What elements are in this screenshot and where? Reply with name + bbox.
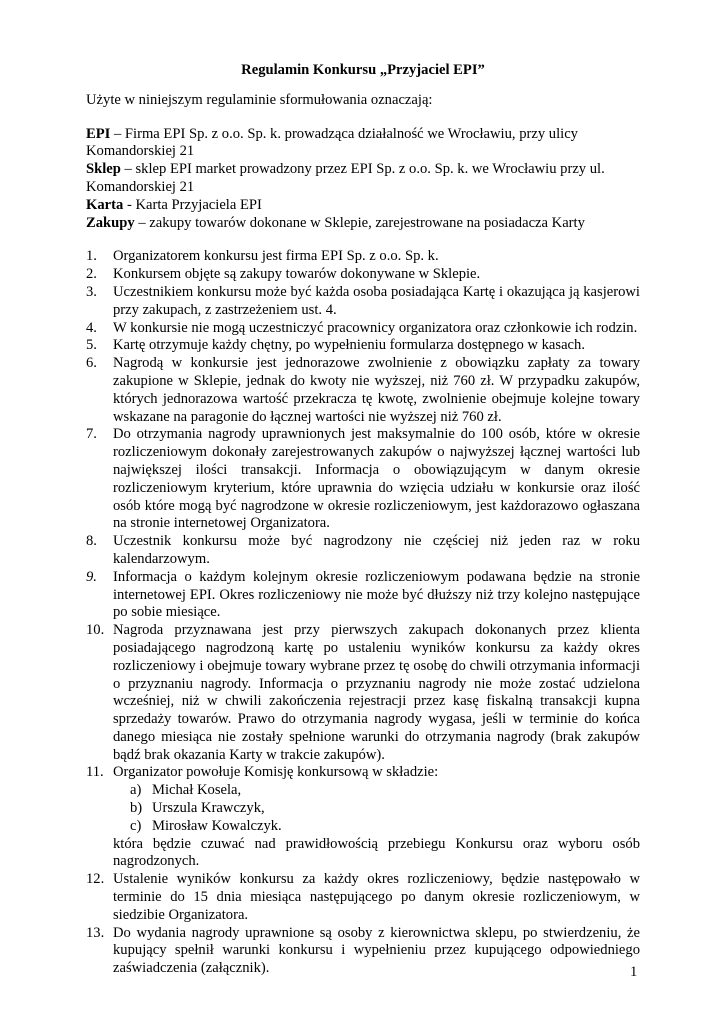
sub-label: a) bbox=[130, 782, 142, 799]
definition-epi bbox=[86, 126, 640, 162]
rules-list bbox=[86, 248, 640, 978]
rule-item-5 bbox=[86, 337, 640, 355]
rule-text: Kartę otrzymuje każdy chętny, po wypełnieniu formularza dostępnego w kasach. bbox=[113, 337, 585, 354]
committee-list bbox=[113, 782, 640, 835]
rule-item-1 bbox=[86, 248, 640, 266]
rule-text: Uczestnikiem konkursu może być każda osoba posiadająca Kartę i okazująca ją kasjerowi przy zakupach, z zastrzeżeniem ust. 4. bbox=[113, 283, 640, 318]
rule-text: Nagrodą w konkursie jest jednorazowe zwolnienie z obowiązku zapłaty za towary zakupione w Sklepie, jednak do kwoty nie wyższej, niż 760 zł. W przypadku zakupów, których jednorazowa wartość przekracza tę kwotę, zwolnienie obejmuje kolejne towary wskazane na paragonie do łącznej wartości nie wyższej niż 760 zł. bbox=[113, 355, 640, 425]
rule-number: 11. bbox=[86, 764, 104, 781]
rule-item-11 bbox=[86, 764, 640, 871]
definition-term: Zakupy bbox=[86, 214, 135, 231]
rule-item-13 bbox=[86, 925, 640, 978]
rule-item-7 bbox=[86, 426, 640, 533]
rule-number: 1. bbox=[86, 248, 97, 265]
committee-member bbox=[113, 782, 640, 800]
definition-sklep bbox=[86, 161, 640, 197]
rule-item-12 bbox=[86, 871, 640, 924]
rule-text: Ustalenie wyników konkursu za każdy okres rozliczeniowy, będzie następowało w terminie do 15 dnia miesiąca następującego po danym okresie rozliczeniowym, w siedzibie Organizatora. bbox=[113, 871, 640, 923]
definition-zakupy bbox=[86, 215, 640, 233]
rule-continuation: która będzie czuwać nad prawidłowością przebiegu Konkursu oraz wyboru osób nagrodzonych. bbox=[113, 835, 640, 870]
sub-text: Michał Kosela, bbox=[152, 782, 242, 799]
rule-item-2 bbox=[86, 266, 640, 284]
committee-member bbox=[113, 818, 640, 836]
rule-text: Organizatorem konkursu jest firma EPI Sp. z o.o. Sp. k. bbox=[113, 248, 439, 265]
sub-label: c) bbox=[130, 817, 142, 834]
rule-item-4 bbox=[86, 320, 640, 338]
rule-text: Nagroda przyznawana jest przy pierwszych zakupach dokonanych przez klienta posiadającego nagrodzoną kartę po ustaleniu wyników konkursu za każdy okres rozliczeniowy i obejmuje towary wybrane przez tę osobę do chwili otrzymania informacji o przyznaniu nagrody. Informacja o przyznaniu nagrody nie może zostać udzielona wcześniej, niż w chwili zakończenia rejestracji przez kasę fiskalną transakcji kupna sprzedaży towarów. Prawo do otrzymania nagrody wygasa, jeśli w terminie do końca danego miesiąca nie zostały spełnione warunki do otrzymania nagrody (brak zakupów bądź brak okazania Karty w trakcie zakupów). bbox=[113, 622, 640, 763]
rule-number: 2. bbox=[86, 266, 97, 283]
definition-term: Sklep bbox=[86, 161, 121, 178]
rule-item-10 bbox=[86, 622, 640, 764]
definition-text: - Karta Przyjaciela EPI bbox=[123, 196, 262, 213]
rule-item-3 bbox=[86, 284, 640, 320]
rule-text: Uczestnik konkursu może być nagrodzony nie częściej niż jeden raz w roku kalendarzowym. bbox=[113, 533, 640, 567]
sub-text: Urszula Krawczyk, bbox=[152, 800, 265, 817]
rule-number: 5. bbox=[86, 337, 97, 354]
definition-karta bbox=[86, 197, 640, 215]
document-page bbox=[86, 62, 640, 978]
definition-text: – zakupy towarów dokonane w Sklepie, zarejestrowane na posiadacza Karty bbox=[134, 214, 585, 231]
rule-item-9 bbox=[86, 569, 640, 622]
document-title: Regulamin Konkursu „Przyjaciel EPI” bbox=[241, 62, 485, 78]
rule-number: 8. bbox=[86, 533, 97, 550]
rule-text: Organizator powołuje Komisję konkursową w składzie: bbox=[113, 764, 439, 781]
rule-number: 6. bbox=[86, 355, 97, 372]
definition-text: – Firma EPI Sp. z o.o. Sp. k. prowadząca działalność we Wrocławiu, przy ulicy Komandorskiej 21 bbox=[86, 125, 578, 160]
sub-text: Mirosław Kowalczyk. bbox=[152, 817, 282, 834]
rule-number: 10. bbox=[86, 622, 105, 639]
rule-text: Do wydania nagrody uprawnione są osoby z kierownictwa sklepu, po stwierdzeniu, że kupujący spełnił warunki konkursu i wypełnieniu przez kupującego odpowiedniego zaświadczenia (załącznik). bbox=[113, 924, 640, 977]
rule-text: Informacja o każdym kolejnym okresie rozliczeniowym podawana będzie na stronie internetowej EPI. Okres rozliczeniowy nie może być dłuższy niż trzy kolejno następujące po sobie miesiące. bbox=[113, 568, 640, 621]
rule-text: W konkursie nie mogą uczestniczyć pracownicy organizatora oraz członkowie ich rodzin. bbox=[113, 319, 638, 336]
rule-number: 7. bbox=[86, 426, 97, 443]
rule-number: 13. bbox=[86, 924, 105, 941]
intro-text: Użyte w niniejszym regulaminie sformułowania oznaczają: bbox=[86, 91, 433, 108]
rule-text: Konkursem objęte są zakupy towarów dokonywane w Sklepie. bbox=[113, 266, 481, 283]
definitions bbox=[86, 126, 640, 233]
rule-number: 9. bbox=[86, 568, 97, 585]
rule-item-6 bbox=[86, 355, 640, 426]
definition-term: EPI bbox=[86, 125, 111, 142]
rule-number: 12. bbox=[86, 871, 105, 888]
rule-item-8 bbox=[86, 533, 640, 569]
definition-term: Karta bbox=[86, 196, 124, 213]
page-number: 1 bbox=[630, 964, 638, 980]
rule-text: Do otrzymania nagrody uprawnionych jest maksymalnie do 100 osób, które w okresie rozliczeniowym dokonały zarejestrowanych zakupów o najwyższej łącznej wartości lub największej ilości transakcji. Informacja o obowiązującym w danym okresie rozliczeniowym kryterium, które uprawnia do wzięcia udziału w konkursie oraz ilość osób które mogą być nagrodzone w okresie rozliczeniowym, jest każdorazowo ogłaszana na stronie internetowej Organizatora. bbox=[113, 426, 640, 532]
rule-number: 4. bbox=[86, 319, 97, 336]
rule-number: 3. bbox=[86, 283, 97, 300]
definition-text: – sklep EPI market prowadzony przez EPI Sp. z o.o. Sp. k. we Wrocławiu przy ul. Komandorskiej 21 bbox=[86, 161, 605, 195]
sub-label: b) bbox=[130, 800, 143, 817]
committee-member bbox=[113, 800, 640, 818]
